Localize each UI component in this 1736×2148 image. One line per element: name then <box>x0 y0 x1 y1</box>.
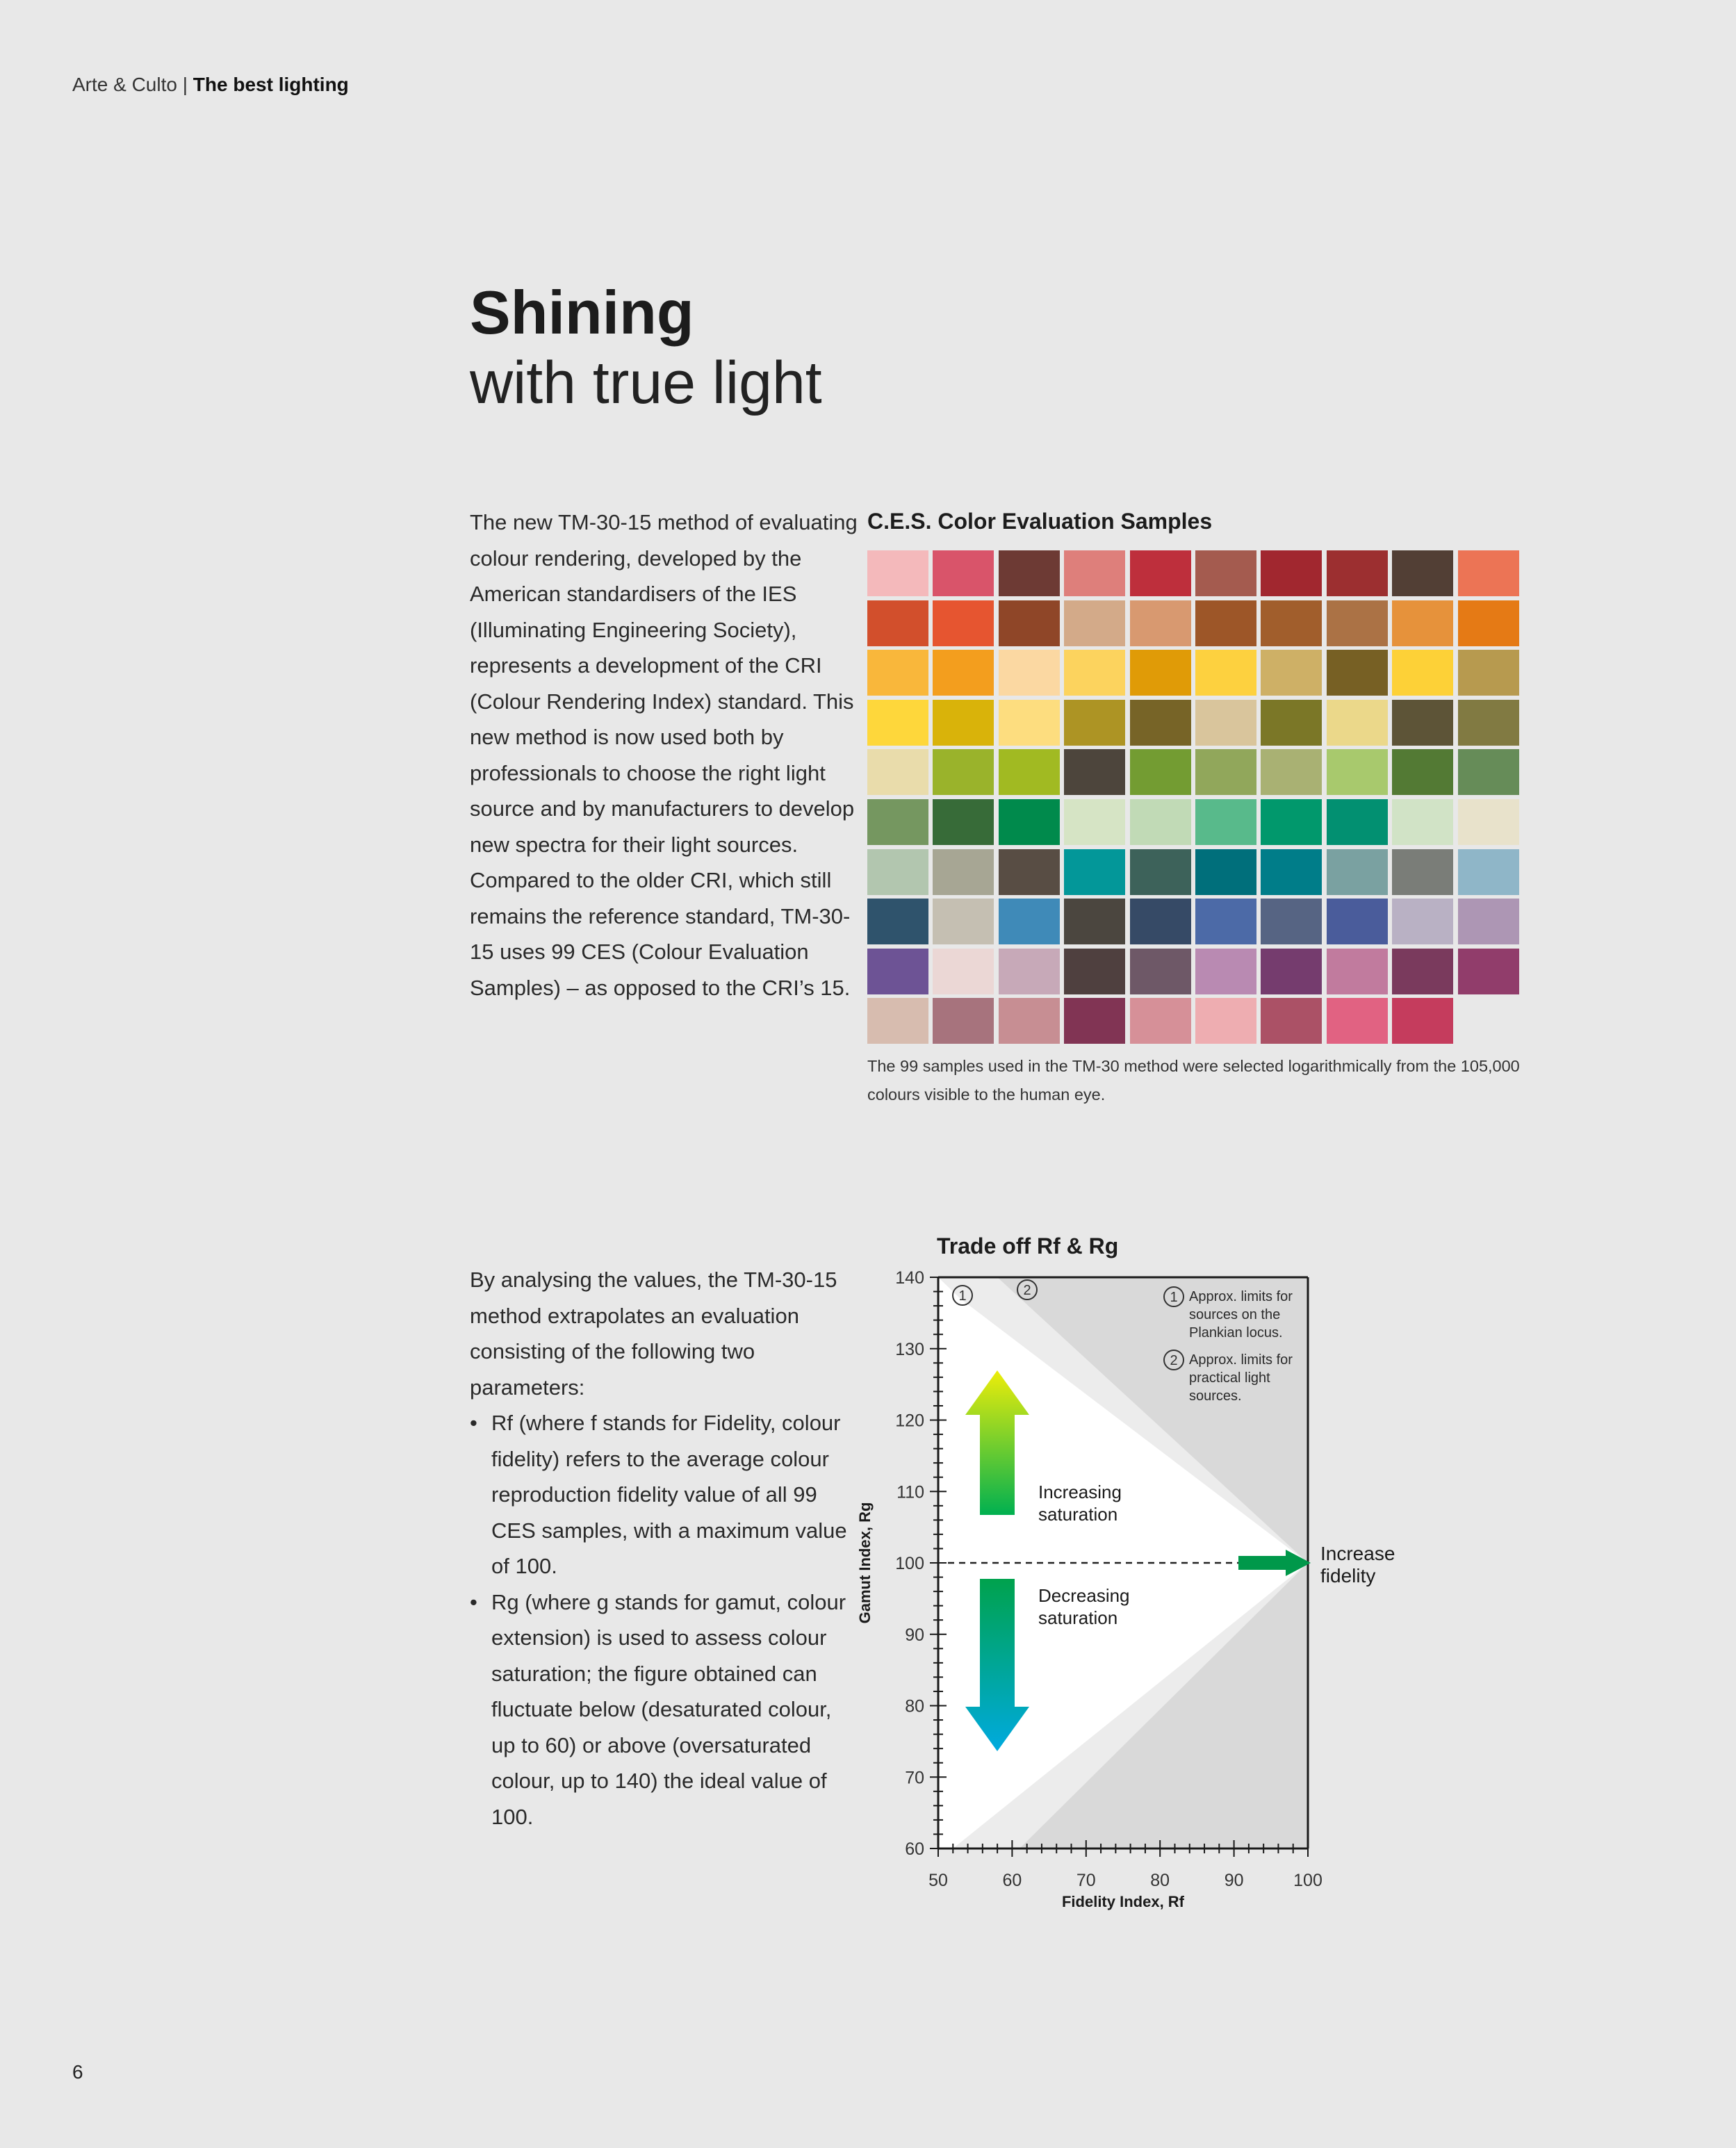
page-title <box>470 277 822 417</box>
x-tick-label: 60 <box>1002 1871 1022 1890</box>
color-sample <box>1130 899 1191 944</box>
color-sample <box>1130 749 1191 795</box>
color-sample <box>867 550 928 596</box>
color-sample <box>1327 700 1388 746</box>
color-sample <box>933 650 994 696</box>
analysis-text <box>470 1262 859 1835</box>
color-sample <box>933 849 994 895</box>
color-sample <box>999 899 1060 944</box>
color-sample <box>1261 899 1322 944</box>
y-axis-label: Gamut Index, Rg <box>856 1502 874 1624</box>
legend-plankian-limits: sources on the <box>1189 1307 1281 1322</box>
color-sample <box>933 600 994 646</box>
y-tick-label: 80 <box>905 1696 924 1716</box>
color-sample <box>1458 650 1519 696</box>
color-sample <box>1195 700 1256 746</box>
color-sample <box>1261 700 1322 746</box>
color-sample <box>1458 849 1519 895</box>
color-sample <box>1392 700 1453 746</box>
color-sample <box>1195 550 1256 596</box>
color-sample <box>1327 550 1388 596</box>
color-sample <box>1064 899 1125 944</box>
color-sample <box>867 998 928 1044</box>
color-sample <box>1064 998 1125 1044</box>
y-tick-label: 70 <box>905 1768 924 1788</box>
color-sample <box>1064 600 1125 646</box>
legend-plankian-limits: Plankian locus. <box>1189 1325 1283 1341</box>
color-sample <box>1392 899 1453 944</box>
section-name: The best lighting <box>193 74 349 95</box>
legend-practical-limits: Approx. limits for <box>1189 1352 1293 1368</box>
parameter-list <box>470 1405 859 1835</box>
color-sample <box>1064 650 1125 696</box>
color-sample <box>1064 550 1125 596</box>
region-marker-2: 2 <box>1023 1283 1031 1298</box>
color-sample <box>1458 899 1519 944</box>
color-sample <box>1195 998 1256 1044</box>
x-tick-label: 50 <box>928 1871 948 1890</box>
color-sample <box>1130 849 1191 895</box>
increase-fidelity-label: Increase <box>1320 1543 1395 1564</box>
color-sample <box>1064 700 1125 746</box>
legend-practical-limits: practical light <box>1189 1370 1270 1386</box>
x-axis-label: Fidelity Index, Rf <box>1061 1893 1185 1910</box>
color-sample <box>999 998 1060 1044</box>
color-sample <box>1327 998 1388 1044</box>
title-line-2: with true light <box>470 350 822 416</box>
color-sample <box>999 749 1060 795</box>
y-tick-label: 130 <box>895 1339 924 1359</box>
color-sample <box>1195 600 1256 646</box>
increase-fidelity-label: fidelity <box>1320 1565 1376 1587</box>
color-sample <box>1195 899 1256 944</box>
color-sample <box>1130 550 1191 596</box>
color-sample <box>1392 799 1453 845</box>
color-sample <box>999 849 1060 895</box>
color-sample <box>1327 799 1388 845</box>
decreasing-saturation-label: saturation <box>1038 1607 1118 1628</box>
color-sample <box>1458 600 1519 646</box>
region-marker-1: 1 <box>958 1288 967 1304</box>
x-tick-label: 80 <box>1150 1871 1170 1890</box>
increasing-saturation-label: Increasing <box>1038 1482 1122 1502</box>
color-sample <box>933 998 994 1044</box>
brand-name: Arte & Culto <box>72 74 177 95</box>
y-tick-label: 60 <box>905 1839 924 1859</box>
color-sample <box>1064 749 1125 795</box>
color-sample <box>999 600 1060 646</box>
chart-title: Trade off Rf & Rg <box>937 1233 1119 1259</box>
color-sample <box>867 849 928 895</box>
color-sample <box>867 700 928 746</box>
color-sample <box>1261 799 1322 845</box>
color-sample <box>1261 749 1322 795</box>
color-sample <box>1327 600 1388 646</box>
color-sample <box>867 949 928 994</box>
color-sample <box>1458 700 1519 746</box>
intro-paragraph-1: The new TM-30-15 method of evaluating colour rendering, developed by the American standardisers of the IES (Illuminating Engineering Society), represents a development of the CRI (Colour Rendering Index) standard. This new method is now used both by professionals to choose the right light source and by manufacturers to develop new spectra for their light sources. <box>470 510 858 857</box>
color-sample <box>1327 749 1388 795</box>
color-sample <box>1392 749 1453 795</box>
intro-text <box>470 505 859 1006</box>
intro-paragraph-2: Compared to the older CRI, which still remains the reference standard, TM-30-15 uses 99 CES (Colour Evaluation Samples) – as opposed to the CRI’s 15. <box>470 868 851 1000</box>
color-sample <box>1327 899 1388 944</box>
color-sample <box>867 799 928 845</box>
color-sample <box>933 700 994 746</box>
title-line-1: Shining <box>470 278 694 347</box>
running-head <box>72 74 349 96</box>
color-sample <box>1458 949 1519 994</box>
legend-practical-limits: sources. <box>1189 1388 1242 1404</box>
x-tick-label: 100 <box>1293 1871 1323 1890</box>
color-sample <box>1130 600 1191 646</box>
y-tick-label: 140 <box>895 1268 924 1288</box>
page-number: 6 <box>72 2061 83 2083</box>
color-sample <box>1064 949 1125 994</box>
color-sample <box>867 650 928 696</box>
color-sample <box>999 799 1060 845</box>
color-sample <box>999 700 1060 746</box>
y-tick-label: 100 <box>895 1554 924 1573</box>
legend-plankian-limits: Approx. limits for <box>1189 1289 1293 1304</box>
list-item-rg: • Rg (where g stands for gamut, colour extension) is used to assess colour saturation; the figure obtained can fluctuate below (desaturated colour, up to 60) or above (oversaturated colour, up to 140) the ideal value of 100. <box>470 1584 859 1835</box>
color-sample <box>1195 799 1256 845</box>
color-sample <box>999 949 1060 994</box>
color-sample <box>1392 949 1453 994</box>
color-sample <box>1458 550 1519 596</box>
decreasing-saturation-label: Decreasing <box>1038 1585 1130 1606</box>
color-sample <box>1261 650 1322 696</box>
color-sample <box>1392 998 1453 1044</box>
color-sample <box>1195 949 1256 994</box>
color-sample <box>1064 849 1125 895</box>
legend-marker-1: 1 <box>1170 1290 1178 1305</box>
color-sample <box>1130 700 1191 746</box>
color-sample <box>1261 849 1322 895</box>
header-separator: | <box>182 74 188 95</box>
color-sample <box>1392 849 1453 895</box>
color-sample <box>1392 600 1453 646</box>
color-sample <box>1327 849 1388 895</box>
color-sample <box>1195 650 1256 696</box>
color-sample <box>1130 949 1191 994</box>
color-sample <box>1327 650 1388 696</box>
color-sample <box>1261 998 1322 1044</box>
color-sample <box>1064 799 1125 845</box>
x-tick-label: 90 <box>1224 1871 1244 1890</box>
color-sample <box>1392 550 1453 596</box>
y-tick-label: 110 <box>896 1482 924 1502</box>
color-sample <box>1130 799 1191 845</box>
color-sample <box>999 650 1060 696</box>
color-sample <box>867 600 928 646</box>
color-sample <box>1130 650 1191 696</box>
color-sample <box>1261 550 1322 596</box>
increasing-saturation-label: saturation <box>1038 1504 1118 1525</box>
color-sample-grid <box>867 550 1521 1042</box>
color-sample <box>1130 998 1191 1044</box>
tradeoff-chart <box>855 1230 1452 1918</box>
x-tick-label: 70 <box>1076 1871 1096 1890</box>
tradeoff-chart-svg <box>855 1230 1452 1918</box>
color-sample <box>1458 749 1519 795</box>
samples-caption: The 99 samples used in the TM-30 method were selected logarithmically from the 105,000 colours visible to the human eye. <box>867 1057 1520 1104</box>
color-sample <box>1195 749 1256 795</box>
y-tick-label: 120 <box>895 1411 924 1431</box>
color-sample <box>933 550 994 596</box>
color-sample <box>867 749 928 795</box>
color-sample <box>1392 650 1453 696</box>
samples-title: C.E.S. Color Evaluation Samples <box>867 509 1213 534</box>
y-tick-label: 90 <box>905 1625 924 1645</box>
color-sample <box>1458 799 1519 845</box>
color-sample <box>1195 849 1256 895</box>
color-sample <box>933 799 994 845</box>
analysis-intro: By analysing the values, the TM-30-15 method extrapolates an evaluation consisting of the following two parameters: <box>470 1268 837 1400</box>
color-sample <box>1327 949 1388 994</box>
color-sample <box>1261 600 1322 646</box>
color-sample <box>1261 949 1322 994</box>
color-sample <box>867 899 928 944</box>
list-item-rf: • Rf (where f stands for Fidelity, colour fidelity) refers to the average colour reproduction fidelity value of all 99 CES samples, with a maximum value of 100. <box>470 1405 859 1584</box>
color-sample <box>933 749 994 795</box>
color-sample <box>933 949 994 994</box>
color-sample <box>933 899 994 944</box>
legend-marker-2: 2 <box>1170 1353 1178 1368</box>
color-sample <box>999 550 1060 596</box>
